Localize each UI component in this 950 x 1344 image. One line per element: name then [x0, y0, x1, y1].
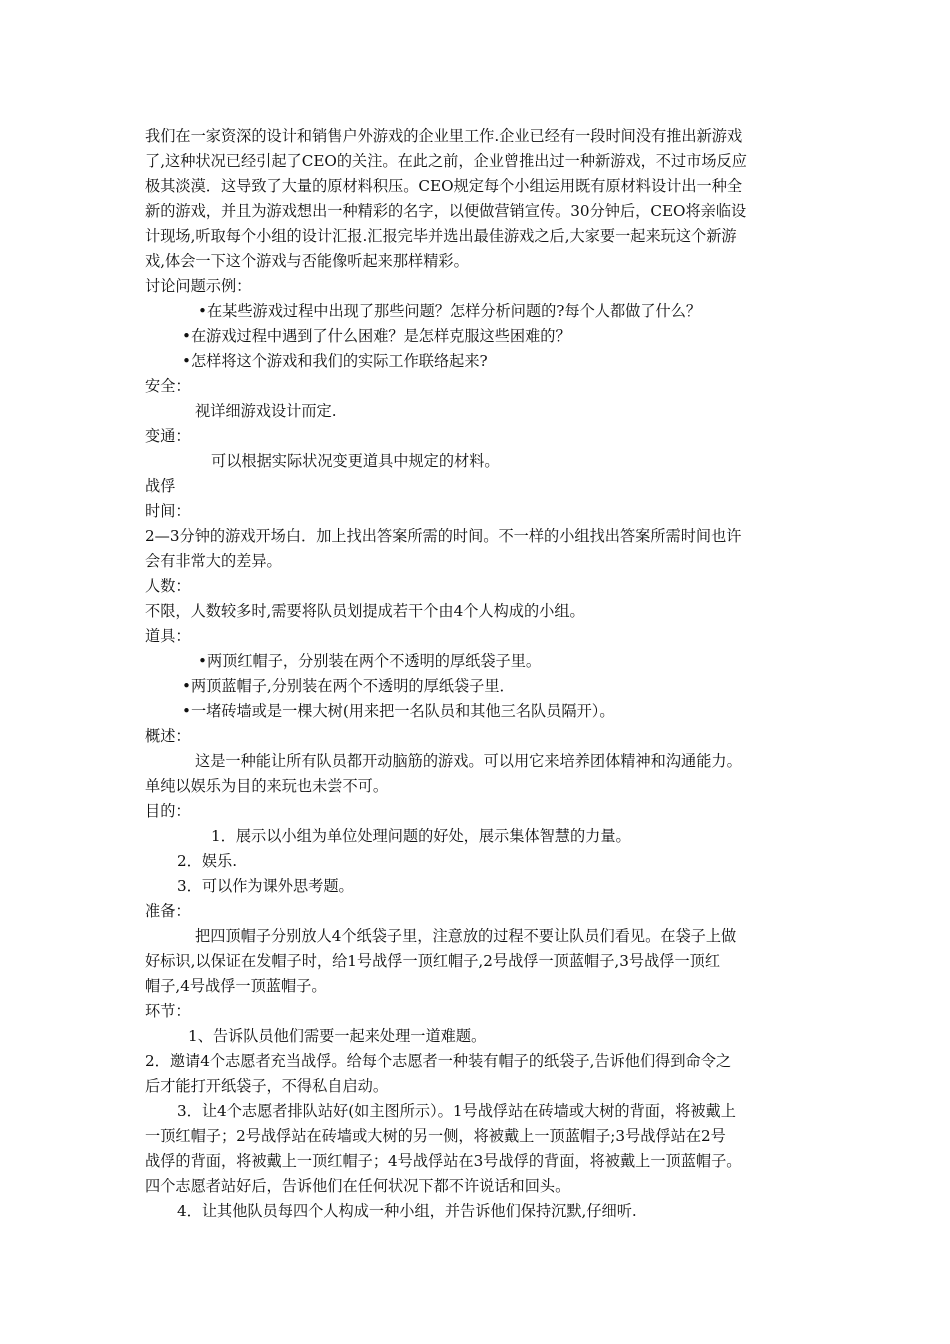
purpose-item-1: 1．展示以小组为单位处理问题的好处，展示集体智慧的力量。: [211, 827, 631, 845]
intro-line-2: 了,这种状况已经引起了CEO的关注。在此之前，企业曾推出过一种新游戏，不过市场反应: [145, 152, 747, 170]
intro-line-6: 戏,体会一下这个游戏与否能像听起来那样精彩。: [145, 252, 469, 270]
people-text: 不限，人数较多时,需要将队员划提成若干个由4个人构成的小组。: [145, 602, 585, 620]
intro-line-1: 我们在一家资深的设计和销售户外游戏的企业里工作.企业已经有一段时间没有推出新游戏: [145, 127, 743, 145]
intro-line-3: 极其淡漠．这导致了大量的原材料积压。CEO规定每个小组运用既有原材料设计出一种全: [145, 177, 743, 195]
intro-line-4: 新的游戏，并且为游戏想出一种精彩的名字，以便做营销宣传。30分钟后，CEO将亲临设: [145, 202, 747, 220]
props-item-3: •一堵砖墙或是一棵大树(用来把一名队员和其他三名队员隔开）。: [182, 702, 615, 720]
variation-text: 可以根据实际状况变更道具中规定的材料。: [211, 452, 500, 470]
steps-heading: 环节：: [145, 1002, 191, 1020]
props-item-2: •两顶蓝帽子,分别装在两个不透明的厚纸袋子里．: [182, 677, 515, 695]
step-3-line-2: 一顶红帽子；2号战俘站在砖墙或大树的另一侧，将被戴上一顶蓝帽子;3号战俘站在2号: [145, 1127, 726, 1145]
safety-text: 视详细游戏设计而定.: [195, 402, 337, 420]
intro-line-5: 计现场,听取每个小组的设计汇报.汇报完毕并选出最佳游戏之后,大家要一起来玩这个新游: [145, 227, 737, 245]
discussion-item-2: •在游戏过程中遇到了什么困难？是怎样克服这些困难的？: [182, 327, 571, 345]
purpose-item-2: 2．娱乐.: [177, 852, 238, 870]
variation-heading: 变通：: [145, 427, 191, 445]
step-2-line-2: 后才能打开纸袋子，不得私自启动。: [145, 1077, 388, 1095]
props-item-1: •两顶红帽子，分别装在两个不透明的厚纸袋子里。: [198, 652, 542, 670]
purpose-item-3: 3．可以作为课外思考题。: [177, 877, 354, 895]
step-1: 1、告诉队员他们需要一起来处理一道难题。: [188, 1027, 487, 1045]
preparation-line-2: 好标识,以保证在发帽子时，给1号战俘一顶红帽子,2号战俘一顶蓝帽子,3号战俘一顶红: [145, 952, 721, 970]
preparation-heading: 准备：: [145, 902, 191, 920]
preparation-line-1: 把四顶帽子分别放人4个纸袋子里，注意放的过程不要让队员们看见。在袋子上做: [195, 927, 737, 945]
step-4: 4．让其他队员每四个人构成一种小组，并告诉他们保持沉默,仔细听.: [177, 1202, 637, 1220]
time-line-1: 2—3分钟的游戏开场白．加上找出答案所需的时间。不一样的小组找出答案所需时间也许: [145, 527, 742, 545]
preparation-line-3: 帽子,4号战俘一顶蓝帽子。: [145, 977, 327, 995]
step-3-line-1: 3．让4个志愿者排队站好(如主图所示）。1号战俘站在砖墙或大树的背面，将被戴上: [177, 1102, 736, 1120]
overview-line-1: 这是一种能让所有队员都开动脑筋的游戏。可以用它来培养团体精神和沟通能力。: [195, 752, 742, 770]
overview-line-2: 单纯以娱乐为目的来玩也未尝不可。: [145, 777, 388, 795]
purpose-heading: 目的：: [145, 802, 191, 820]
step-2-line-1: 2．邀请4个志愿者充当战俘。给每个志愿者一种装有帽子的纸袋子,告诉他们得到命令之: [145, 1052, 732, 1070]
game-title: 战俘: [145, 477, 176, 495]
time-line-2: 会有非常大的差异。: [145, 552, 282, 570]
people-heading: 人数：: [145, 577, 191, 595]
safety-heading: 安全：: [145, 377, 191, 395]
overview-heading: 概述：: [145, 727, 191, 745]
props-heading: 道具：: [145, 627, 191, 645]
discussion-heading: 讨论问题示例：: [145, 277, 252, 295]
discussion-item-1: •在某些游戏过程中出现了那些问题？怎样分析问题的?每个人都做了什么？: [198, 302, 702, 320]
discussion-item-3: •怎样将这个游戏和我们的实际工作联络起来?: [182, 352, 488, 370]
step-3-line-4: 四个志愿者站好后，告诉他们在任何状况下都不许说话和回头。: [145, 1177, 571, 1195]
time-heading: 时间：: [145, 502, 191, 520]
step-3-line-3: 战俘的背面，将被戴上一顶红帽子；4号战俘站在3号战俘的背面，将被戴上一顶蓝帽子。: [145, 1152, 742, 1170]
